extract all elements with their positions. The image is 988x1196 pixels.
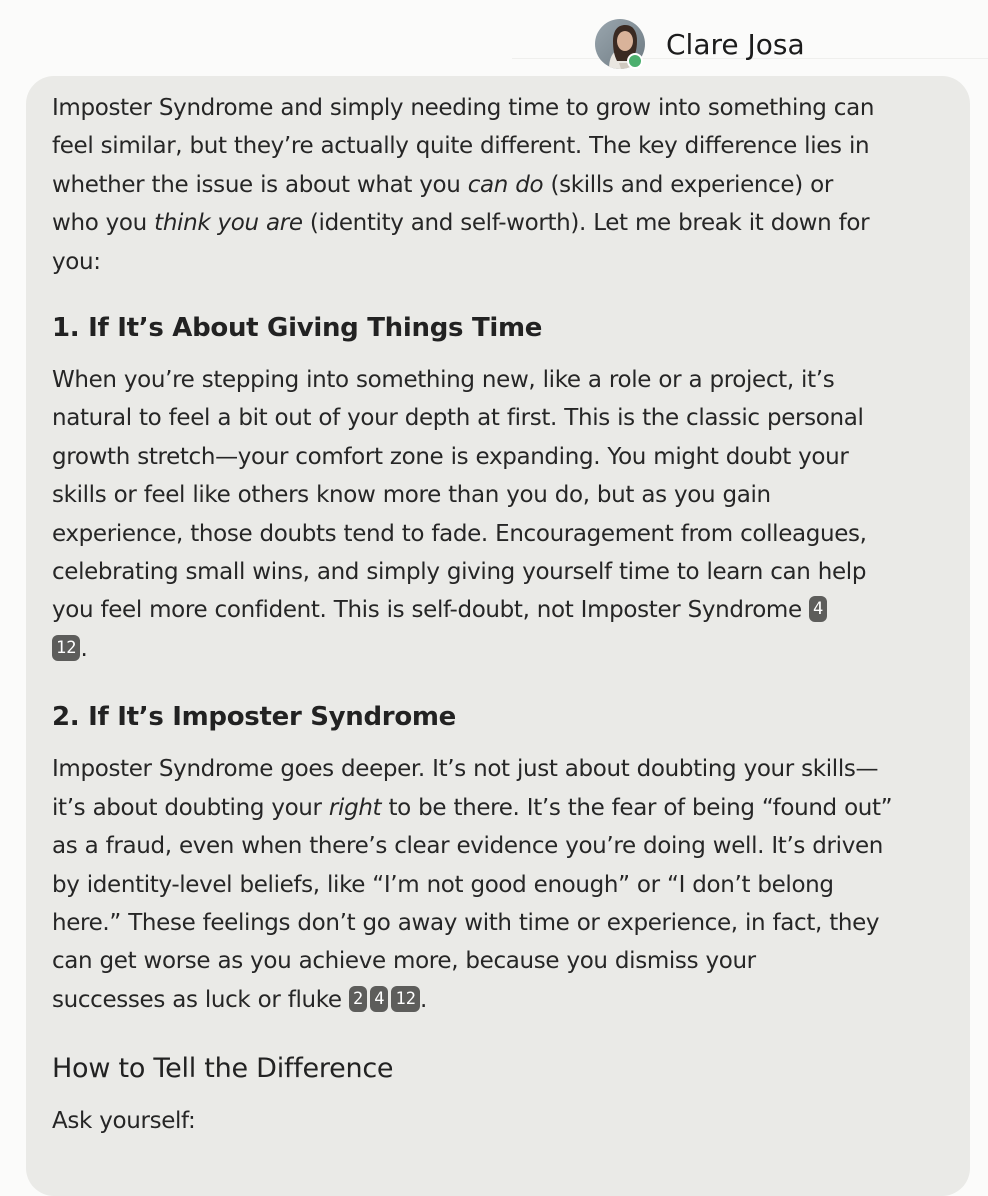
text-line: growth stretch—your comfort zone is expanding. You might doubt your [52,443,849,470]
text-line [52,204,952,242]
text-line [52,789,952,827]
text-line: feel similar, but they’re actually quite different. The key difference lies in [52,133,870,160]
text-line: can get worse as you achieve more, because you dismiss your [52,948,756,975]
text-line: When you’re stepping into something new, like a role or a project, it’s [52,367,835,394]
chat-header [0,0,988,76]
text-run: (identity and self-worth). Let me break it down for [302,210,870,237]
text-line: Imposter Syndrome and simply needing time to grow into something can [52,95,875,121]
citation-badge[interactable]: 12 [391,986,419,1012]
citation-badge[interactable]: 12 [52,635,80,661]
section-heading: How to Tell the Difference [52,1053,394,1085]
online-status-indicator [627,53,643,69]
citation-badge[interactable]: 4 [370,986,388,1012]
text-run: you feel more confident. This is self-doubt, not Imposter Syndrome [52,597,802,624]
text-line: Imposter Syndrome goes deeper. It’s not just about doubting your skills— [52,756,879,783]
text-line: as a fraud, even when there’s clear evidence you’re doing well. It’s driven [52,833,883,860]
text-line: skills or feel like others know more than you do, but as you gain [52,482,771,509]
emphasis-text: can do [467,171,544,198]
text-run: . [419,986,427,1013]
text-run: it’s about doubting your [52,794,329,821]
citation-badge[interactable]: 2 [349,986,367,1012]
text-line [52,630,952,668]
text-line [52,166,952,204]
text-line [52,591,952,629]
message-content [52,89,952,1141]
citation-badge[interactable]: 4 [809,596,827,622]
author-name: Clare Josa [666,28,805,61]
text-line: natural to feel a bit out of your depth at first. This is the classic personal [52,405,864,432]
section-heading: 1. If It’s About Giving Things Time [52,313,543,344]
text-line: by identity-level beliefs, like “I’m not good enough” or “I don’t belong [52,871,834,898]
section-heading: 2. If It’s Imposter Syndrome [52,702,457,733]
text-line [52,981,952,1019]
text-line: here.” These feelings don’t go away with time or experience, in fact, they [52,909,880,936]
intro-paragraph [52,89,952,281]
text-run: to be there. It’s the fear of being “found out” [381,794,893,821]
section-paragraph [52,361,952,668]
emphasis-text: right [328,794,382,821]
text-run: successes as luck or fluke [52,986,342,1013]
text-run: who you [52,210,155,237]
text-run: . [80,635,88,662]
text-run: whether the issue is about what you [52,171,468,198]
text-line: experience, those doubts tend to fade. Encouragement from colleagues, [52,520,867,547]
text-line: celebrating small wins, and simply giving yourself time to learn can help [52,559,867,586]
text-line: Ask yourself: [52,1108,196,1135]
emphasis-text: think you are [154,210,303,237]
text-line: you: [52,248,101,275]
section-paragraph [52,750,952,1019]
section-paragraph [52,1102,952,1140]
text-run: (skills and experience) or [543,171,833,198]
